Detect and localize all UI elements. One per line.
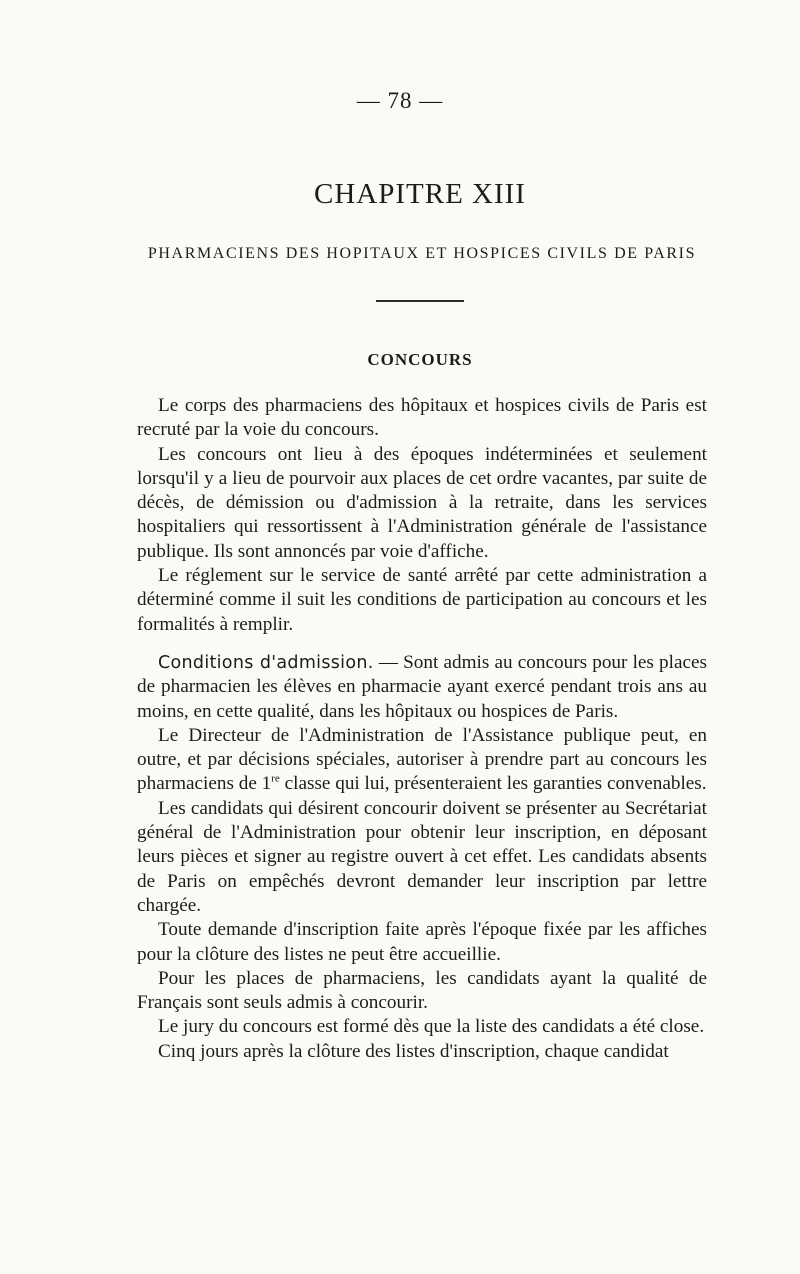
body-text [137, 394, 707, 1064]
paragraph: Le réglement sur le service de santé arrêté par cette administration a déterminé comme il suit les conditions de participation au concours et les formalités à remplir. [137, 565, 707, 635]
paragraph: Toute demande d'inscription faite après l'époque fixée par les affiches pour la clôture des listes ne peut être accueillie. [137, 919, 707, 965]
chapter-title: CHAPITRE XIII [314, 178, 526, 210]
paragraph-gap [137, 637, 707, 651]
section-divider [376, 300, 464, 302]
paragraph: Le jury du concours est formé dès que la liste des candidats a été close. [158, 1016, 705, 1038]
paragraph: Les concours ont lieu à des époques indéterminées et seulement lorsqu'il y a lieu de pourvoir aux places de cet ordre vacantes, par suite de décès, de démission ou d'admission à la retraite, dans les services hospitaliers qui ressortissent à l'Administration générale de l'assistance publique. Ils sont annoncés par voie d'affiche. [137, 443, 707, 562]
paragraph [137, 724, 707, 797]
paragraph-text: Le Directeur de l'Administration de l'Assistance publique peut, en outre, et par décisions spéciales, autoriser à prendre part au concours les pharmaciens de 1 [137, 724, 707, 795]
paragraph-text: — Sont admis au concours pour les places de pharmacien les élèves en pharmacie ayant exercé pendant trois ans au moins, en cette qualité, dans les hôpitaux ou hospices de Paris. [137, 651, 707, 722]
page-number: — 78 — [356, 88, 444, 113]
paragraph: Les candidats qui désirent concourir doivent se présenter au Secrétariat général de l'Administration pour obtenir leur inscription, en déposant leurs pièces et signer au registre ouvert à cet effet. Les candidats absents de Paris on empêchés devront demander leur inscription par lettre chargée. [137, 797, 707, 916]
paragraph-text: classe qui lui, présenteraient les garanties convenables. [279, 773, 707, 795]
paragraph: Cinq jours après la clôture des listes d'inscription, chaque candidat [158, 1040, 669, 1062]
paragraph [137, 651, 707, 724]
section-heading: CONCOURS [367, 350, 473, 369]
run-in-heading: Conditions d'admission. [158, 652, 374, 673]
paragraph: Le corps des pharmaciens des hôpitaux et hospices civils de Paris est recruté par la voie du concours. [137, 395, 707, 441]
superscript: re [271, 773, 280, 786]
chapter-subtitle: PHARMACIENS DES HOPITAUX ET HOSPICES CIVILS DE PARIS [147, 245, 697, 262]
paragraph: Pour les places de pharmaciens, les candidats ayant la qualité de Français sont seuls admis à concourir. [137, 967, 707, 1014]
